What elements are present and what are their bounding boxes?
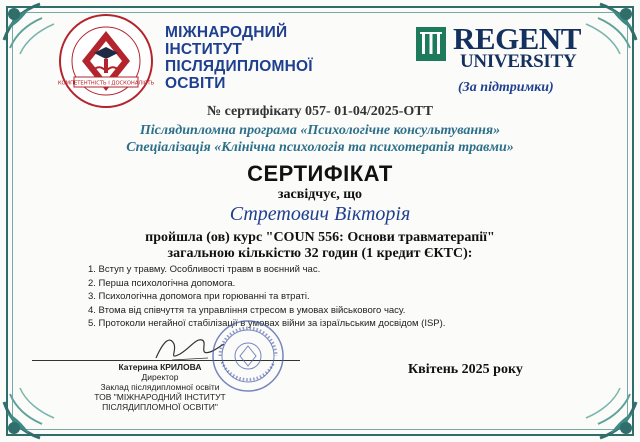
corner-ornament (576, 0, 640, 64)
signatory-name: Катерина КРИЛОВА (118, 362, 202, 372)
signatory-position: Директор (141, 372, 179, 382)
specialization-title: Спеціалізація «Клінічна психологія та психотерапія травми» (126, 140, 514, 155)
institute-name-line: ІНСТИТУТ (165, 41, 243, 58)
module-item: 1. Вступ у травму. Особливості травм в воєнний час. (88, 264, 321, 275)
institute-name (165, 24, 375, 92)
certificate-number: № сертифікату 057- 01-04/2025-ОТТ (207, 104, 433, 119)
course-block (0, 230, 640, 262)
module-item: 2. Перша психологічна допомога. (88, 277, 236, 289)
signatory-org-line: ПІСЛЯДИПЛОМНОЇ ОСВІТИ" (102, 402, 218, 412)
university-wordmark: UNIVERSITY (460, 51, 577, 72)
institute-name-line: ОСВІТИ (165, 75, 226, 92)
module-list (88, 263, 548, 331)
institute-seal-logo (58, 13, 154, 109)
regent-university-logo (416, 21, 581, 74)
course-title: пройшла (ов) курс "COUN 556: Основи травматерапії" (145, 230, 495, 245)
regent-wordmark: REGENT (453, 21, 581, 56)
corner-ornament (0, 0, 64, 64)
institute-name-line: МІЖНАРОДНИЙ (165, 24, 288, 41)
recipient-name: Стретович Вікторія (229, 203, 411, 225)
issue-date: Квітень 2025 року (408, 362, 523, 377)
svg-text:КОМПЕТЕНТНІСТЬ І ДОСКОНАЛІСТЬ: КОМПЕТЕНТНІСТЬ І ДОСКОНАЛІСТЬ (58, 80, 154, 87)
support-note: (За підтримки) (458, 80, 554, 95)
signatory-org-line: Заклад післядипломної освіти (100, 382, 220, 392)
program-block (0, 122, 640, 156)
certificate-title: СЕРТИФІКАТ (247, 161, 393, 186)
module-item: 4. Втома від співчуття та управління стресом в умовах військового часу. (88, 304, 406, 316)
module-item: 3. Психологічна допомога при горюванні та втраті. (88, 291, 310, 302)
signatory-block (60, 362, 260, 412)
certifies-text: засвідчує, що (277, 187, 363, 202)
regent-shield-icon (416, 27, 446, 61)
course-hours: загальною кількістю 32 годин (1 кредит ЄКТС): (167, 246, 473, 261)
module-item: 5. Протоколи негайної стабілізації в умовах війни за ізраїльським досвідом (ISP). (88, 318, 446, 329)
signatory-org-line: ТОВ "МІЖНАРОДНИЙ ІНСТИТУТ (94, 392, 226, 402)
program-title: Післядипломна програма «Психологічне консультування» (139, 123, 501, 138)
corner-ornament (0, 378, 64, 442)
corner-ornament (576, 378, 640, 442)
institute-name-line: ПІСЛЯДИПЛОМНОЇ (165, 58, 313, 75)
